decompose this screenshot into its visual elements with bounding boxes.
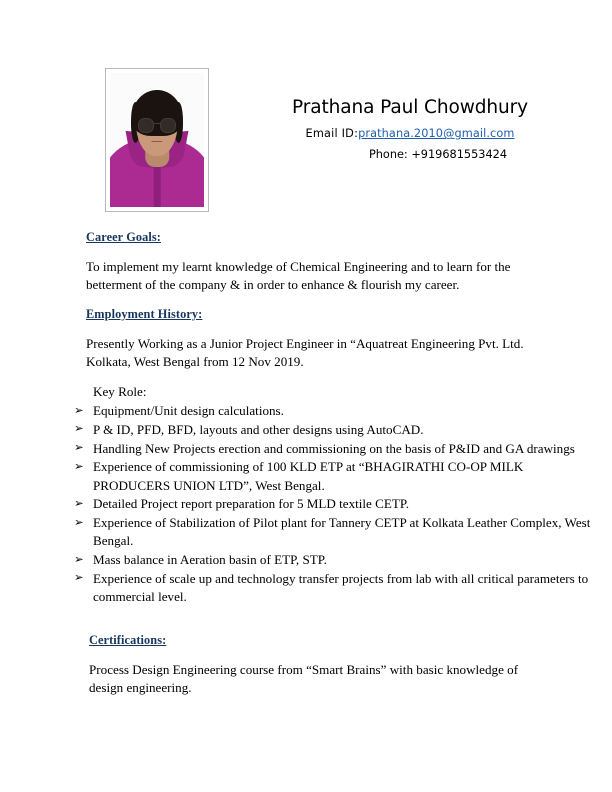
email-line <box>230 126 590 141</box>
career-goals-text: To implement my learnt knowledge of Chemical Engineering and to learn for the betterment of the company & in order to enhance & flourish my career. <box>86 259 511 293</box>
arrow-bullet-icon: ➢ <box>74 440 84 455</box>
profile-photo-frame <box>105 68 209 212</box>
email-label: Email ID: <box>305 127 359 141</box>
photo-eyeglass-bridge <box>153 123 161 124</box>
list-item <box>74 551 592 569</box>
section-heading-certifications: Certifications: <box>89 633 167 647</box>
phone-line <box>230 147 590 162</box>
arrow-bullet-icon: ➢ <box>74 402 84 417</box>
list-item-text: Equipment/Unit design calculations. <box>93 403 284 418</box>
arrow-bullet-icon: ➢ <box>74 421 84 436</box>
arrow-bullet-icon: ➢ <box>74 458 84 473</box>
arrow-bullet-icon: ➢ <box>74 514 84 529</box>
list-item-text: Experience of Stabilization of Pilot plant for Tannery CETP at Kolkata Leather Complex, West Bengal. <box>93 515 591 549</box>
section-heading-career-goals: Career Goals: <box>86 230 161 244</box>
list-item-text: P & ID, PFD, BFD, layouts and other designs using AutoCAD. <box>93 421 424 437</box>
list-item-text: Experience of scale up and technology transfer projects from lab with all critical parameters to commercial level. <box>93 570 589 605</box>
list-item-text: Detailed Project report preparation for 5 MLD textile CETP. <box>93 496 409 512</box>
resume-header <box>0 0 612 225</box>
list-item <box>74 495 592 513</box>
arrow-bullet-icon: ➢ <box>74 570 84 585</box>
header-text-block <box>230 96 590 163</box>
photo-eyeglass-left <box>138 118 154 133</box>
list-item-text: Mass balance in Aeration basin of ETP, STP. <box>93 552 327 568</box>
employment-history-text: Presently Working as a Junior Project Engineer in “Aquatreat Engineering Pvt. Ltd. Kolkata, West Bengal from 12 Nov 2019. <box>86 336 524 370</box>
key-role-bullet-list <box>74 402 592 607</box>
arrow-bullet-icon: ➢ <box>74 551 84 566</box>
arrow-bullet-icon: ➢ <box>74 495 84 510</box>
list-item <box>74 421 592 439</box>
list-item-text: Experience of commissioning of 100 KLD ETP at “BHAGIRATHI CO-OP MILK PRODUCERS UNION LTD”, West Bengal. <box>93 459 524 493</box>
list-item <box>74 458 592 495</box>
list-item <box>74 440 592 458</box>
phone-value: +919681553424 <box>411 148 508 162</box>
section-heading-employment-history: Employment History: <box>86 307 203 321</box>
photo-eyeglass-right <box>160 118 176 133</box>
list-item <box>74 570 592 607</box>
email-link[interactable]: prathana.2010@gmail.com <box>358 127 515 141</box>
phone-label: Phone: <box>368 148 412 162</box>
list-item-text: Handling New Projects erection and commissioning on the basis of P&ID and GA drawings <box>93 440 575 456</box>
candidate-name: Prathana Paul Chowdhury <box>292 97 528 118</box>
list-item <box>74 514 592 551</box>
profile-photo <box>110 73 204 207</box>
key-role-label: Key Role: <box>93 384 147 399</box>
list-item <box>74 402 592 420</box>
photo-shirt-placket <box>154 167 161 207</box>
photo-mouth <box>151 141 162 143</box>
certifications-text: Process Design Engineering course from “Smart Brains” with basic knowledge of design engineering. <box>89 662 519 696</box>
